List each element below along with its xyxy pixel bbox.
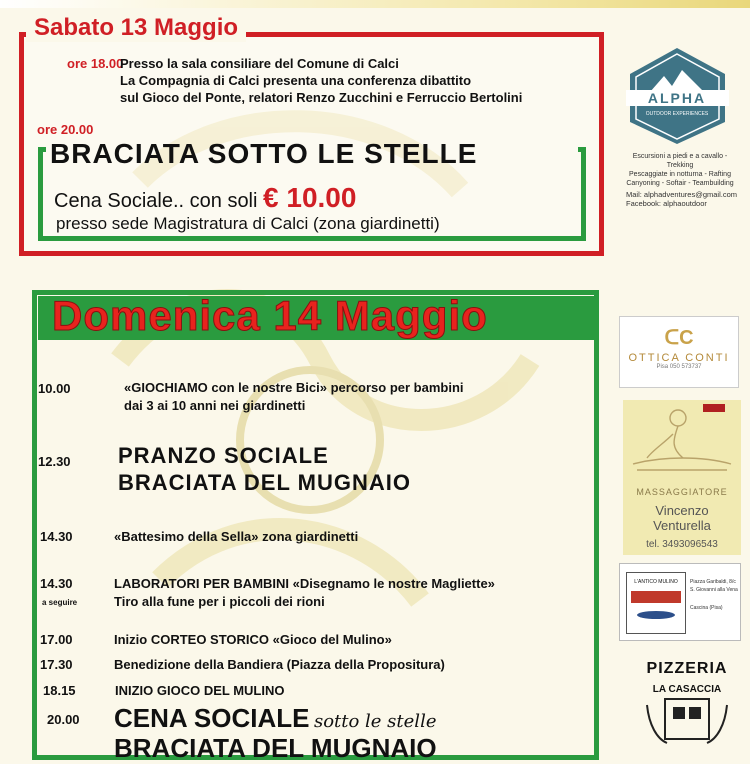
massaggiatore-phone: tel. 3493096543 (646, 539, 718, 550)
sun-e2-line2: BRACIATA DEL MUGNAIO (118, 470, 411, 495)
alpha-name: ALPHA (647, 90, 707, 106)
alpha-mail[interactable]: Mail: alphadventures@gmail.com (626, 190, 737, 199)
alpha-contacts (626, 190, 744, 208)
ottica-name: OTTICA CONTI (628, 352, 730, 364)
top-band (0, 0, 750, 8)
alpha-activity-1: Escursioni a piedi e a cavallo - Trekking (632, 153, 728, 169)
alpha-logo (620, 46, 735, 146)
inner-box-corner-right (578, 147, 586, 152)
sun-e3-text: «Battesimo della Sella» zona giardinetti (114, 529, 359, 544)
sun-e1-line2: dai 3 ai 10 anni nei giardinetti (124, 398, 306, 413)
sun-e4-line2: Tiro alla fune per i piccoli dei rioni (114, 594, 325, 609)
price: € 10.00 (263, 182, 357, 213)
pizzeria-name: LA CASACCIA (652, 684, 722, 695)
sun-e7-time: 18.15 (43, 683, 76, 698)
sat-event1-line3: sul Gioco del Ponte, relatori Renzo Zucchini e Ferruccio Bertolini (120, 90, 523, 105)
ottica-conti-ad (619, 316, 739, 388)
saturday-title: Sabato 13 Maggio (26, 14, 246, 42)
pizzeria-building-icon (637, 695, 737, 745)
massage-figure-icon (623, 400, 741, 478)
sat-event2-time: ore 20.00 (37, 122, 94, 137)
mulino-sign: L'ANTICO MULINO (634, 579, 678, 585)
mulino-wave-icon (637, 611, 675, 619)
mulino-line2: S. Giovanni alla Vena (690, 587, 738, 593)
inner-box-corner-left (38, 147, 46, 152)
sun-e2-time: 12.30 (38, 454, 71, 469)
massaggiatore-last: Venturella (653, 518, 711, 533)
sun-e6-text: Benedizione della Bandiera (Piazza della Propositura) (114, 657, 445, 672)
mulino-logo (626, 572, 686, 634)
mulino-ad (619, 563, 741, 641)
mulino-sign-bar (631, 591, 681, 603)
sun-e7-text: INIZIO GIOCO DEL MULINO (115, 683, 285, 698)
ottica-logo-icon: ᑕC (664, 327, 694, 349)
alpha-facebook[interactable]: Facebook: alphaoutdoor (626, 199, 707, 208)
alpha-activity-2: Pescaggiate in notturna - Rafting (629, 171, 731, 178)
sun-e4-line1: LABORATORI PER BAMBINI «Disegnamo le nostre Magliette» (114, 576, 495, 591)
cena-sociale-line (54, 182, 356, 214)
sun-e8-script: sotto le stelle (313, 711, 437, 732)
braciata-location: presso sede Magistratura di Calci (zona giardinetti) (56, 214, 440, 233)
massaggiatore-ad (623, 400, 741, 555)
ottica-phone: Pisa 050 573737 (656, 364, 702, 370)
sun-e3-time: 14.30 (40, 529, 73, 544)
sun-e5-time: 17.00 (40, 632, 73, 647)
alpha-activities (620, 152, 740, 188)
alpha-activity-3: Canyoning - Softair - Teambuilding (626, 180, 734, 187)
sun-e1-time: 10.00 (38, 381, 71, 396)
sun-e8-line1 (114, 703, 436, 734)
sun-e1-line1: «GIOCHIAMO con le nostre Bici» percorso per bambini (124, 380, 464, 395)
pizzeria-title: PIZZERIA (646, 660, 728, 677)
pizzeria-ad (633, 660, 741, 750)
sat-event1-time: ore 18.00 (67, 56, 124, 71)
sun-e6-time: 17.30 (40, 657, 73, 672)
mulino-line3: Cascina (Pisa) (690, 605, 723, 611)
sat-event1-line2: La Compagnia di Calci presenta una conferenza dibattito (120, 73, 472, 88)
mulino-address (690, 578, 738, 612)
mulino-line1: Piazza Garibaldi, 8/c (690, 579, 736, 585)
sunday-title: Domenica 14 Maggio (52, 292, 488, 339)
sun-e8-time: 20.00 (47, 712, 80, 727)
sun-e4-time: 14.30 (40, 576, 73, 591)
braciata-title: BRACIATA SOTTO LE STELLE (50, 138, 478, 169)
sun-e8-text: CENA SOCIALE (114, 703, 310, 733)
sun-e2-line1: PRANZO SOCIALE (118, 443, 329, 468)
cena-label: Cena Sociale.. con soli (54, 190, 258, 212)
sat-event1-line1: Presso la sala consiliare del Comune di Calci (120, 56, 399, 71)
sun-e4-subtime: a seguire (42, 598, 78, 607)
sun-e8-line2: BRACIATA DEL MUGNAIO (114, 733, 437, 763)
alpha-tagline: OUTDOOR EXPERIENCES (645, 111, 709, 117)
sun-e5-text: Inizio CORTEO STORICO «Gioco del Mulino» (114, 632, 392, 647)
massaggiatore-title: MASSAGGIATORE (636, 487, 728, 497)
massaggiatore-first: Vincenzo (655, 503, 709, 518)
